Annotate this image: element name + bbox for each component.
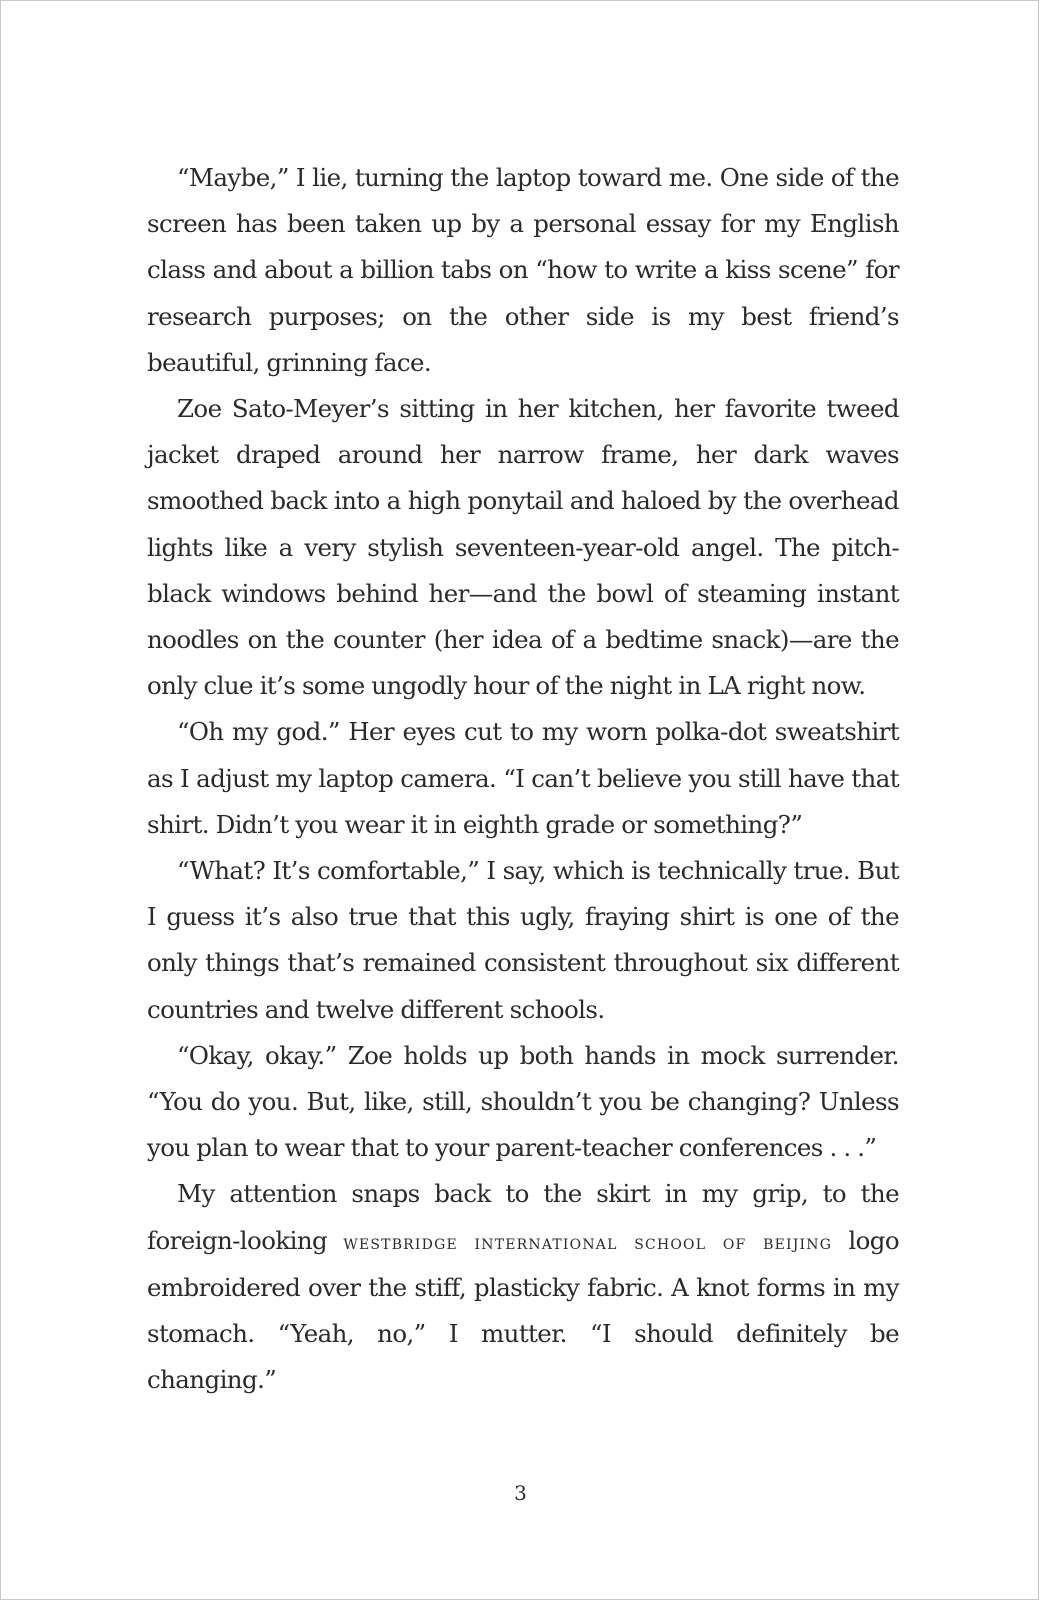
paragraph-6 — [147, 1171, 899, 1403]
paragraph-3: “Oh my god.” Her eyes cut to my worn polka-dot sweatshirt as I adjust my laptop camera. “I can’t believe you still have that shirt. Didn’t you wear it in eighth grade or something?” — [147, 717, 899, 839]
paragraph-1: “Maybe,” I lie, turning the laptop toward me. One side of the screen has been taken up by a personal essay for my English class and about a billion tabs on “how to write a kiss scene” for research purposes; on the other side is my best friend’s beautiful, grinning face. — [147, 163, 899, 377]
paragraph-6-before: My attention snaps back to the skirt in my grip, to the foreign-looking — [147, 1179, 899, 1255]
page-number: 3 — [514, 1481, 527, 1505]
school-name-smallcaps: westbridge international school of beijing — [343, 1229, 833, 1254]
body-text — [147, 155, 899, 1403]
paragraph-6-after: logo embroidered over the stiff, plasticky fabric. A knot forms in my stomach. “Yeah, no,” I mutter. “I should definitely be changing.” — [147, 1225, 899, 1395]
paragraph-2: Zoe Sato-Meyer’s sitting in her kitchen, her favorite tweed jacket draped around her narrow frame, her dark waves smoothed back into a high ponytail and haloed by the overhead lights like a very stylish seventeen-year-old angel. The pitch-black windows behind her—and the bowl of steaming instant noodles on the counter (her idea of a bedtime snack)—are the only clue it’s some ungodly hour of the night in LA right now. — [147, 394, 899, 701]
paragraph-4: “What? It’s comfortable,” I say, which is technically true. But I guess it’s also true that this ugly, fraying shirt is one of the only things that’s remained consistent throughout six different countries and twelve different schools. — [147, 856, 899, 1024]
paragraph-5: “Okay, okay.” Zoe holds up both hands in mock surrender. “You do you. But, like, still, shouldn’t you be changing? Unless you plan to wear that to your parent-teacher conferences . . .” — [147, 1040, 899, 1163]
